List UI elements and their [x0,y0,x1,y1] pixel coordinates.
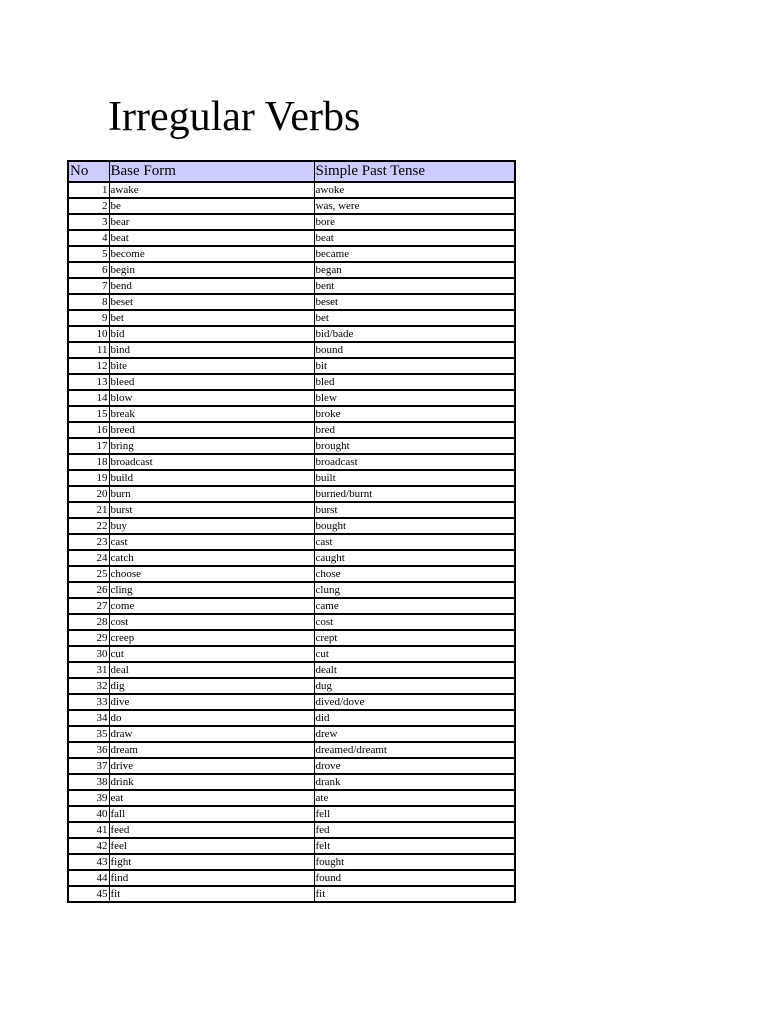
cell-base-form: fit [109,886,314,902]
cell-simple-past: caught [314,550,515,566]
cell-simple-past: dug [314,678,515,694]
table-row [68,422,515,438]
cell-base-form: drink [109,774,314,790]
cell-number: 23 [68,534,109,550]
cell-number: 40 [68,806,109,822]
column-header-simple-past: Simple Past Tense [314,161,515,182]
table-row [68,630,515,646]
cell-base-form: beat [109,230,314,246]
cell-simple-past: dealt [314,662,515,678]
cell-simple-past: drew [314,726,515,742]
cell-number: 24 [68,550,109,566]
cell-number: 31 [68,662,109,678]
cell-simple-past: bore [314,214,515,230]
cell-number: 28 [68,614,109,630]
cell-simple-past: beset [314,294,515,310]
table-row [68,678,515,694]
cell-number: 11 [68,342,109,358]
cell-base-form: become [109,246,314,262]
cell-number: 25 [68,566,109,582]
cell-base-form: dream [109,742,314,758]
table-row [68,454,515,470]
cell-number: 2 [68,198,109,214]
table-body [68,182,515,902]
table-row [68,230,515,246]
cell-base-form: be [109,198,314,214]
cell-simple-past: crept [314,630,515,646]
cell-base-form: bid [109,326,314,342]
cell-number: 15 [68,406,109,422]
cell-simple-past: felt [314,838,515,854]
cell-number: 35 [68,726,109,742]
cell-base-form: deal [109,662,314,678]
cell-number: 16 [68,422,109,438]
cell-number: 9 [68,310,109,326]
page-title: Irregular Verbs [108,94,361,140]
cell-number: 44 [68,870,109,886]
cell-base-form: come [109,598,314,614]
table-row [68,390,515,406]
cell-base-form: break [109,406,314,422]
cell-base-form: cast [109,534,314,550]
table-row [68,182,515,198]
cell-number: 30 [68,646,109,662]
cell-base-form: feed [109,822,314,838]
cell-number: 42 [68,838,109,854]
cell-simple-past: dived/dove [314,694,515,710]
table-row [68,614,515,630]
table-row [68,406,515,422]
cell-number: 41 [68,822,109,838]
cell-simple-past: fought [314,854,515,870]
cell-simple-past: came [314,598,515,614]
cell-simple-past: broadcast [314,454,515,470]
cell-base-form: do [109,710,314,726]
table-row [68,598,515,614]
cell-base-form: bear [109,214,314,230]
cell-base-form: build [109,470,314,486]
table-row [68,742,515,758]
cell-base-form: blow [109,390,314,406]
cell-number: 38 [68,774,109,790]
cell-base-form: cling [109,582,314,598]
cell-number: 8 [68,294,109,310]
table-row [68,358,515,374]
column-header-base-form: Base Form [109,161,314,182]
table-row [68,854,515,870]
table-row [68,822,515,838]
table-row [68,566,515,582]
cell-number: 22 [68,518,109,534]
cell-number: 27 [68,598,109,614]
cell-number: 4 [68,230,109,246]
column-header-no: No [68,161,109,182]
cell-number: 34 [68,710,109,726]
cell-number: 1 [68,182,109,198]
table-row [68,326,515,342]
table-row [68,726,515,742]
cell-number: 14 [68,390,109,406]
table-row [68,870,515,886]
cell-number: 26 [68,582,109,598]
table-row [68,198,515,214]
cell-simple-past: did [314,710,515,726]
cell-number: 6 [68,262,109,278]
cell-simple-past: began [314,262,515,278]
cell-number: 33 [68,694,109,710]
cell-simple-past: bought [314,518,515,534]
cell-simple-past: bound [314,342,515,358]
cell-simple-past: bled [314,374,515,390]
cell-simple-past: burned/burnt [314,486,515,502]
cell-number: 18 [68,454,109,470]
table-row [68,486,515,502]
cell-number: 45 [68,886,109,902]
cell-simple-past: became [314,246,515,262]
cell-base-form: dive [109,694,314,710]
table-row [68,646,515,662]
cell-number: 29 [68,630,109,646]
cell-simple-past: fell [314,806,515,822]
cell-simple-past: drank [314,774,515,790]
cell-base-form: bring [109,438,314,454]
cell-number: 37 [68,758,109,774]
table-row [68,774,515,790]
cell-simple-past: chose [314,566,515,582]
cell-base-form: bleed [109,374,314,390]
table-row [68,214,515,230]
cell-number: 10 [68,326,109,342]
cell-base-form: choose [109,566,314,582]
cell-simple-past: drove [314,758,515,774]
cell-simple-past: clung [314,582,515,598]
cell-base-form: bend [109,278,314,294]
cell-number: 3 [68,214,109,230]
cell-number: 36 [68,742,109,758]
cell-simple-past: bent [314,278,515,294]
cell-number: 7 [68,278,109,294]
table-row [68,550,515,566]
cell-number: 20 [68,486,109,502]
cell-base-form: cut [109,646,314,662]
irregular-verbs-table [67,160,516,903]
cell-base-form: drive [109,758,314,774]
cell-base-form: catch [109,550,314,566]
cell-number: 43 [68,854,109,870]
cell-base-form: awake [109,182,314,198]
cell-simple-past: cost [314,614,515,630]
cell-simple-past: was, were [314,198,515,214]
cell-number: 39 [68,790,109,806]
cell-simple-past: bid/bade [314,326,515,342]
cell-number: 5 [68,246,109,262]
cell-base-form: eat [109,790,314,806]
cell-base-form: broadcast [109,454,314,470]
table-row [68,374,515,390]
cell-simple-past: fit [314,886,515,902]
cell-simple-past: found [314,870,515,886]
cell-base-form: bite [109,358,314,374]
table-row [68,342,515,358]
cell-simple-past: brought [314,438,515,454]
cell-simple-past: beat [314,230,515,246]
cell-number: 32 [68,678,109,694]
cell-base-form: begin [109,262,314,278]
cell-base-form: beset [109,294,314,310]
table-row [68,758,515,774]
cell-simple-past: fed [314,822,515,838]
table-row [68,278,515,294]
cell-base-form: creep [109,630,314,646]
table-row [68,806,515,822]
cell-base-form: cost [109,614,314,630]
cell-simple-past: bred [314,422,515,438]
table-row [68,710,515,726]
cell-base-form: fall [109,806,314,822]
cell-simple-past: bet [314,310,515,326]
table-row [68,886,515,902]
cell-base-form: buy [109,518,314,534]
table-header-row [68,161,515,182]
table-row [68,790,515,806]
cell-simple-past: dreamed/dreamt [314,742,515,758]
cell-base-form: bind [109,342,314,358]
cell-base-form: feel [109,838,314,854]
cell-simple-past: ate [314,790,515,806]
table-row [68,262,515,278]
cell-simple-past: broke [314,406,515,422]
cell-base-form: find [109,870,314,886]
cell-simple-past: cut [314,646,515,662]
cell-simple-past: built [314,470,515,486]
table-row [68,694,515,710]
cell-simple-past: awoke [314,182,515,198]
table-row [68,502,515,518]
cell-base-form: burn [109,486,314,502]
table-row [68,518,515,534]
cell-simple-past: blew [314,390,515,406]
table-row [68,662,515,678]
cell-base-form: dig [109,678,314,694]
cell-base-form: burst [109,502,314,518]
cell-base-form: breed [109,422,314,438]
cell-number: 21 [68,502,109,518]
cell-simple-past: cast [314,534,515,550]
table-row [68,470,515,486]
cell-number: 12 [68,358,109,374]
table-row [68,246,515,262]
cell-base-form: fight [109,854,314,870]
table-row [68,582,515,598]
cell-number: 17 [68,438,109,454]
cell-base-form: draw [109,726,314,742]
table-row [68,310,515,326]
table-row [68,838,515,854]
table-row [68,534,515,550]
table-row [68,438,515,454]
cell-simple-past: bit [314,358,515,374]
cell-simple-past: burst [314,502,515,518]
cell-base-form: bet [109,310,314,326]
table-row [68,294,515,310]
cell-number: 13 [68,374,109,390]
cell-number: 19 [68,470,109,486]
